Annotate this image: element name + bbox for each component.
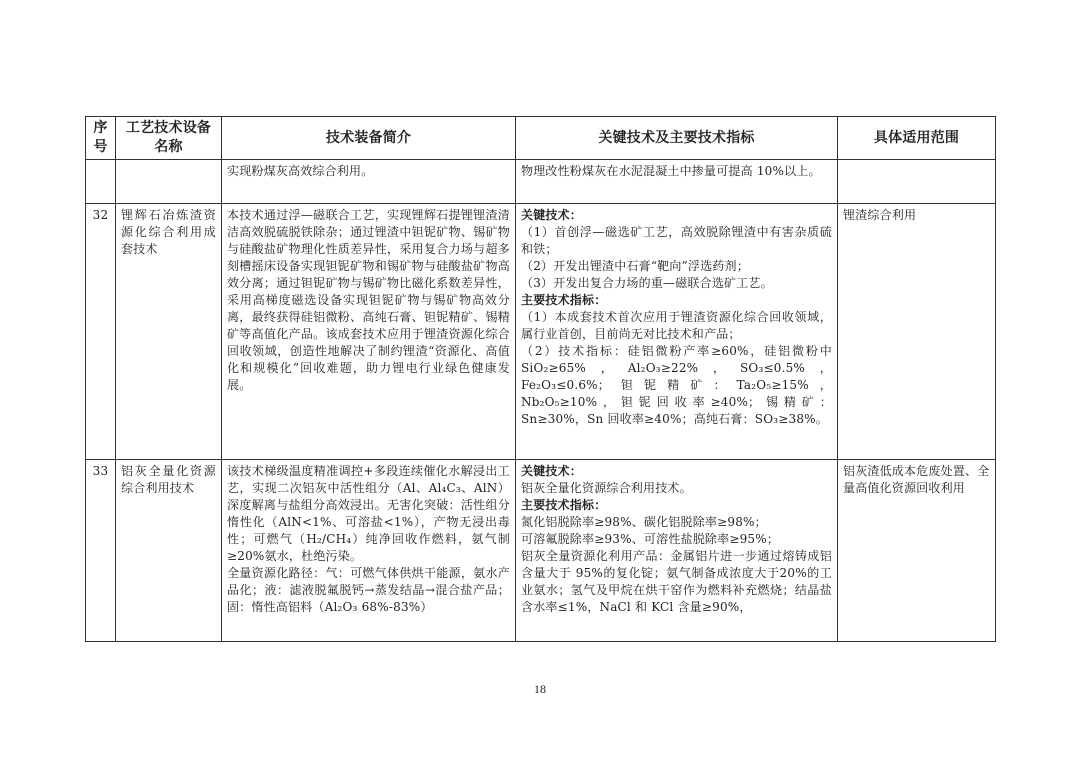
indicator-item: 可溶氟脱除率≥93%、可溶性盐脱除率≥95%； xyxy=(521,532,780,546)
indicator-item: 氮化铝脱除率≥98%、碳化铝脱除率≥98%； xyxy=(521,515,767,529)
indicator-title: 主要技术指标： xyxy=(521,293,607,307)
table-row-33 xyxy=(86,460,996,642)
indicator-item: （2）技术指标：硅铝微粉产率≥60%，硅铝微粉中SiO₂≥65%，Al₂O₃≥22%，SO₃≤0.5%，Fe₂O₃≤0.6%；钽铌精矿：Ta₂O₅≥15%，Nb₂O₅≥10%，钽铌回收率≥40%；锡精矿：Sn≥30%，Sn 回收率≥40%；高纯石膏：SO₃≥38%。 xyxy=(521,344,832,426)
intro-paragraph: 全量资源化路径：气：可燃气体供烘干能源，氨水产品化；液：滤液脱氟脱钙→蒸发结晶→混合盐产品；固：惰性高铝料（Al₂O₃ 68%-83%） xyxy=(227,566,510,614)
header-equipment-name: 工艺技术设备名称 xyxy=(116,117,222,160)
key-tech-item: 铝灰全量化资源综合利用技术。 xyxy=(521,481,692,495)
intro-paragraph: 该技术梯级温度精准调控+多段连续催化水解浸出工艺，实现二次铝灰中活性组分（Al、Al₄C₃、AlN）深度解离与盐组分高效浸出。无害化突破：活性组分惰性化（AlN<1%、可溶盐<1%），产物无浸出毒性；可燃气（H₂/CH₄）纯净回收作燃料，氨气制≥20%氨水，杜绝污染。 xyxy=(227,464,510,563)
indicator-item: （1）本成套技术首次应用于锂渣资源化综合回收领域，属行业首创，目前尚无对比技术和产品； xyxy=(521,310,832,341)
cell-key: 物理改性粉煤灰在水泥混凝土中掺量可提高 10%以上。 xyxy=(516,160,838,204)
key-tech-title: 关键技术： xyxy=(521,208,583,222)
cell-num: 33 xyxy=(86,460,116,642)
key-tech-item: （3）开发出复合力场的重—磁联合选矿工艺。 xyxy=(521,276,773,290)
table-row-32 xyxy=(86,204,996,460)
cell-intro: 本技术通过浮—磁联合工艺，实现锂辉石提锂锂渣清洁高效脱硫脱铁除杂；通过锂渣中钽铌矿物、锡矿物与硅酸盐矿物理化性质差异性，采用复合力场与超多刻槽摇床设备实现钽铌矿物和锡矿物与硅酸盐矿物高效分离；通过钽铌矿物与锡矿物比磁化系数差异性，采用高梯度磁选设备实现钽铌矿物与锡矿物高效分离，最终获得硅铝微粉、高纯石膏、钽铌精矿、锡精矿等高值化产品。该成套技术应用于锂渣资源化综合回收领域，创造性地解决了制约锂渣“资源化、高值化和规模化”回收难题，助力锂电行业绿色健康发展。 xyxy=(222,204,516,460)
header-serial: 序号 xyxy=(86,117,116,160)
key-tech-title: 关键技术： xyxy=(521,464,583,478)
cell-scope: 铝灰渣低成本危废处置、全量高值化资源回收利用 xyxy=(838,460,996,642)
header-scope: 具体适用范围 xyxy=(838,117,996,160)
cell-intro xyxy=(222,460,516,642)
cell-scope: 锂渣综合利用 xyxy=(838,204,996,460)
cell-name xyxy=(116,160,222,204)
cell-key xyxy=(516,204,838,460)
cell-key xyxy=(516,460,838,642)
indicator-item: 铝灰全量资源化利用产品：金属铝片进一步通过熔铸成铝含量大于 95%的复化锭；氨气制备成浓度大于20%的工业氨水；氢气及甲烷在烘干窑作为燃料补充燃烧；结晶盐含水率≤1%，NaCl 和 KCl 含量≥90%， xyxy=(521,549,832,614)
cell-num xyxy=(86,160,116,204)
technology-table xyxy=(85,116,996,642)
cell-name: 锂辉石冶炼渣资源化综合利用成套技术 xyxy=(116,204,222,460)
header-row xyxy=(86,117,996,160)
header-intro: 技术装备简介 xyxy=(222,117,516,160)
key-tech-item: （1）首创浮—磁选矿工艺，高效脱除锂渣中有害杂质硫和铁； xyxy=(521,225,832,256)
cell-intro: 实现粉煤灰高效综合利用。 xyxy=(222,160,516,204)
cell-name: 铝灰全量化资源综合利用技术 xyxy=(116,460,222,642)
header-key-tech: 关键技术及主要技术指标 xyxy=(516,117,838,160)
page-number: 18 xyxy=(534,682,546,696)
indicator-title: 主要技术指标： xyxy=(521,498,607,512)
cell-num: 32 xyxy=(86,204,116,460)
cell-scope xyxy=(838,160,996,204)
table-row-continuation xyxy=(86,160,996,204)
key-tech-item: （2）开发出锂渣中石膏“靶向”浮选药剂； xyxy=(521,259,749,273)
